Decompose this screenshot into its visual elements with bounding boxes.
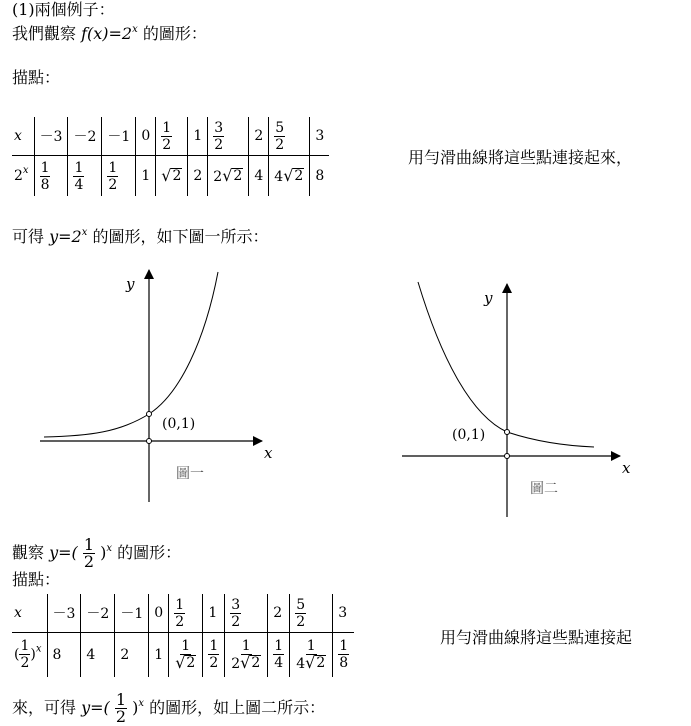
- square-root: √ 2: [283, 165, 304, 185]
- table-cell: －2: [68, 117, 102, 156]
- table-cell: 1: [136, 156, 156, 197]
- table-cell: 4: [81, 633, 115, 677]
- table-cell: －1: [115, 594, 149, 633]
- fraction: $\frac{1}{2}$: [162, 119, 172, 153]
- value-table-2: [12, 594, 354, 677]
- table-cell: 3: [333, 594, 354, 633]
- table-cell: [225, 633, 268, 677]
- point-label: (0,1): [452, 427, 486, 443]
- result-line-1: 可得 $y=2^x$ 的圖形，如下圖一所示：: [12, 227, 269, 246]
- exponential-growth-curve: [44, 272, 218, 437]
- row-header-y: ( $\frac{1}{2}$ )$^x$: [14, 638, 42, 672]
- fraction: 1 √ 2: [175, 637, 196, 672]
- square-root: √ 2: [305, 652, 326, 672]
- table-cell: [268, 633, 290, 677]
- table-cell: 1: [149, 633, 169, 677]
- table-cell: －1: [102, 117, 136, 156]
- heading: (1)兩個例子：: [12, 0, 115, 19]
- caption-figure-2: 圖二: [530, 481, 558, 497]
- fraction: $\frac{1}{2}$: [175, 596, 185, 630]
- table-cell: [290, 594, 333, 633]
- table-cell: 2 √ 2: [208, 156, 249, 197]
- intro-line: 我們觀察 $f(x)=2^x$ 的圖形：: [12, 24, 207, 43]
- table-cell: [68, 156, 102, 197]
- square-root: √ 2: [175, 652, 196, 672]
- table-cell: [156, 117, 188, 156]
- row-header-y: 2$^x$: [14, 165, 29, 184]
- table-cell: [290, 633, 333, 677]
- square-root: √ 2: [222, 165, 243, 185]
- table-cell: 2: [188, 156, 208, 197]
- x-axis-label: x: [622, 459, 631, 477]
- table-cell: 1: [203, 594, 225, 633]
- table-cell: －2: [81, 594, 115, 633]
- table-cell: 8: [310, 156, 329, 197]
- point-0-1: [147, 412, 152, 417]
- y-axis-label: y: [484, 289, 493, 307]
- table-cell: [203, 633, 225, 677]
- fraction: $\frac{1}{2}$: [115, 690, 127, 726]
- fraction: $\frac{1}{2}$: [209, 638, 219, 672]
- square-root: √ 2: [240, 652, 261, 672]
- table-cell: －3: [47, 594, 81, 633]
- table-row-y: [12, 633, 354, 677]
- table-cell: [225, 594, 268, 633]
- row-header-x: x: [12, 117, 34, 156]
- fraction: $\frac{1}{4}$: [274, 638, 284, 672]
- origin-point: [505, 454, 510, 459]
- point-label: (0,1): [162, 416, 196, 432]
- result-line-2: 來，可得 y=( $\frac{1}{2}$ )$^x$ 的圖形，如上圖二所示：: [12, 690, 326, 726]
- fraction: $\frac{3}{2}$: [214, 119, 224, 153]
- table-cell: 2: [268, 594, 290, 633]
- fraction: $\frac{1}{2}$: [83, 535, 95, 571]
- table-cell: 0: [149, 594, 169, 633]
- caption-figure-1: 圖一: [176, 466, 204, 482]
- table-cell: [169, 594, 203, 633]
- y-axis-label: y: [126, 275, 135, 293]
- fraction: $\frac{5}{2}$: [296, 596, 306, 630]
- connect-text-2: 用勻滑曲線將這些點連接起: [440, 628, 633, 647]
- row-header-x: x: [12, 594, 47, 633]
- plot-label-2: 描點：: [12, 570, 61, 589]
- fraction: $\frac{1}{8}$: [339, 638, 349, 672]
- origin-point: [147, 439, 152, 444]
- table-cell: [156, 156, 188, 197]
- table-cell: 0: [136, 117, 156, 156]
- table-cell: 1: [188, 117, 208, 156]
- x-axis-label: x: [264, 444, 273, 462]
- table-cell: 4 √ 2: [269, 156, 310, 197]
- fraction: $\frac{3}{2}$: [231, 596, 241, 630]
- table-cell: 3: [310, 117, 329, 156]
- observe-line: 觀察 y=( $\frac{1}{2}$ )$^x$ 的圖形：: [12, 535, 182, 571]
- value-table-1: [12, 117, 329, 196]
- square-root: √ 2: [161, 165, 182, 185]
- table-cell: 4: [249, 156, 269, 197]
- fraction: $\frac{1}{4}$: [74, 159, 84, 193]
- table-cell: [333, 633, 354, 677]
- table-cell: [169, 633, 203, 677]
- point-0-1: [505, 430, 510, 435]
- table-cell: [208, 117, 249, 156]
- exponential-decay-curve: [418, 282, 594, 447]
- fraction: $\frac{5}{2}$: [275, 119, 285, 153]
- table-cell: 2: [249, 117, 269, 156]
- table-cell: 8: [47, 633, 81, 677]
- table-cell: [34, 156, 68, 197]
- table-row-y: [12, 156, 329, 197]
- fraction: $\frac{1}{2}$: [20, 638, 30, 672]
- fraction: $\frac{1}{8}$: [40, 159, 50, 193]
- table-row-x: [12, 117, 329, 156]
- table-cell: －3: [34, 117, 68, 156]
- plot-label-1: 描點：: [12, 68, 61, 87]
- table-cell: [102, 156, 136, 197]
- table-cell: 2: [115, 633, 149, 677]
- table-row-x: [12, 594, 354, 633]
- table-cell: [269, 117, 310, 156]
- fraction: $\frac{1}{2}$: [108, 159, 118, 193]
- fraction: 1 4 √ 2: [296, 637, 326, 672]
- fraction: 1 2 √ 2: [231, 637, 261, 672]
- connect-text-1: 用勻滑曲線將這些點連接起來，: [408, 148, 633, 167]
